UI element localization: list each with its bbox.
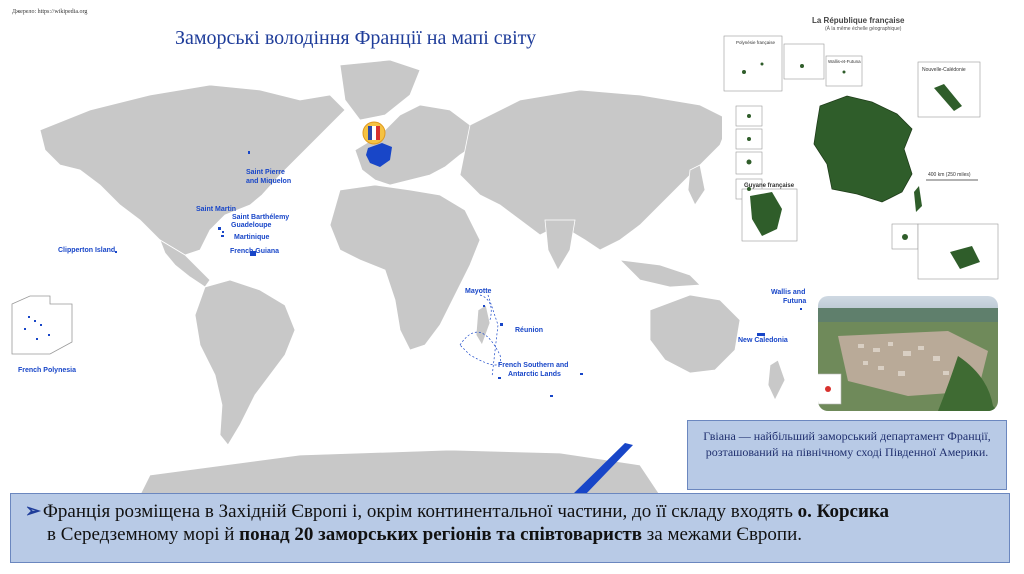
- inset-france: [814, 96, 912, 202]
- source-text: Джерело: https://wikipedia.org: [12, 9, 88, 15]
- summary-line-1: [25, 500, 995, 523]
- inset-scale-label: 400 km (250 miles): [928, 172, 971, 178]
- label-guadeloupe: Guadeloupe: [231, 222, 272, 229]
- label-reunion: Réunion: [515, 327, 543, 334]
- summary-line-2: [25, 523, 995, 546]
- summary-regions: понад 20 заморських регіонів та співтовариств: [239, 524, 642, 545]
- page-title: Заморські володіння Франції на мапі світу: [175, 27, 537, 49]
- label-martinique: Martinique: [234, 234, 270, 241]
- label-clipperton: Clipperton Island: [58, 247, 116, 254]
- inset-corsica: [914, 186, 922, 212]
- summary-corsica: о. Корсика: [797, 501, 890, 522]
- inset-title: La République française: [812, 16, 905, 25]
- republique-inset: [722, 14, 1024, 284]
- label-new-caledonia: New Caledonia: [738, 337, 788, 344]
- summary-text-2: в Середземному морі й: [47, 524, 240, 545]
- label-saint-barthelemy: Saint Barthélemy: [232, 214, 290, 221]
- label-saint-pierre: Saint Pierre: [246, 169, 285, 176]
- inset-map: [722, 14, 1024, 284]
- summary-box: [10, 493, 1010, 563]
- inset-subtitle: (À la même échelle géographique): [825, 26, 902, 32]
- inset-wallis-label: Wallis-et-Futuna: [828, 59, 861, 64]
- label-french-polynesia: French Polynesia: [18, 367, 76, 374]
- label-saint-martin: Saint Martin: [196, 206, 237, 213]
- summary-text-1: Франція розміщена в Західній Європі і, окрім континентальної частини, до її складу входять: [42, 501, 798, 522]
- inset-guyane-label: Guyane française: [744, 183, 795, 189]
- inset-polynesie-label: Polynésie française: [736, 40, 776, 45]
- label-french-guiana: French Guiana: [230, 248, 280, 255]
- summary-text-3: за межами Європи.: [642, 524, 802, 545]
- french-polynesia-inset: [10, 294, 74, 356]
- france-flag-marker: [363, 122, 385, 144]
- label-wallis-1: Wallis and: [771, 289, 806, 296]
- label-miquelon: and Miquelon: [246, 178, 292, 185]
- guiana-aerial-photo: [818, 296, 998, 411]
- bullet-arrow-icon: ➢: [25, 501, 41, 522]
- guiana-caption: Гвіана — найбільший заморський департамент Франції, розташований на північному сході Південної Америки.: [687, 420, 1007, 490]
- inset-nc-label: Nouvelle-Calédonie: [922, 67, 966, 73]
- label-wallis-2: Futuna: [783, 298, 807, 305]
- label-french-southern-1: French Southern and: [498, 362, 569, 369]
- label-french-southern-2: Antarctic Lands: [508, 371, 561, 378]
- label-mayotte: Mayotte: [465, 288, 492, 295]
